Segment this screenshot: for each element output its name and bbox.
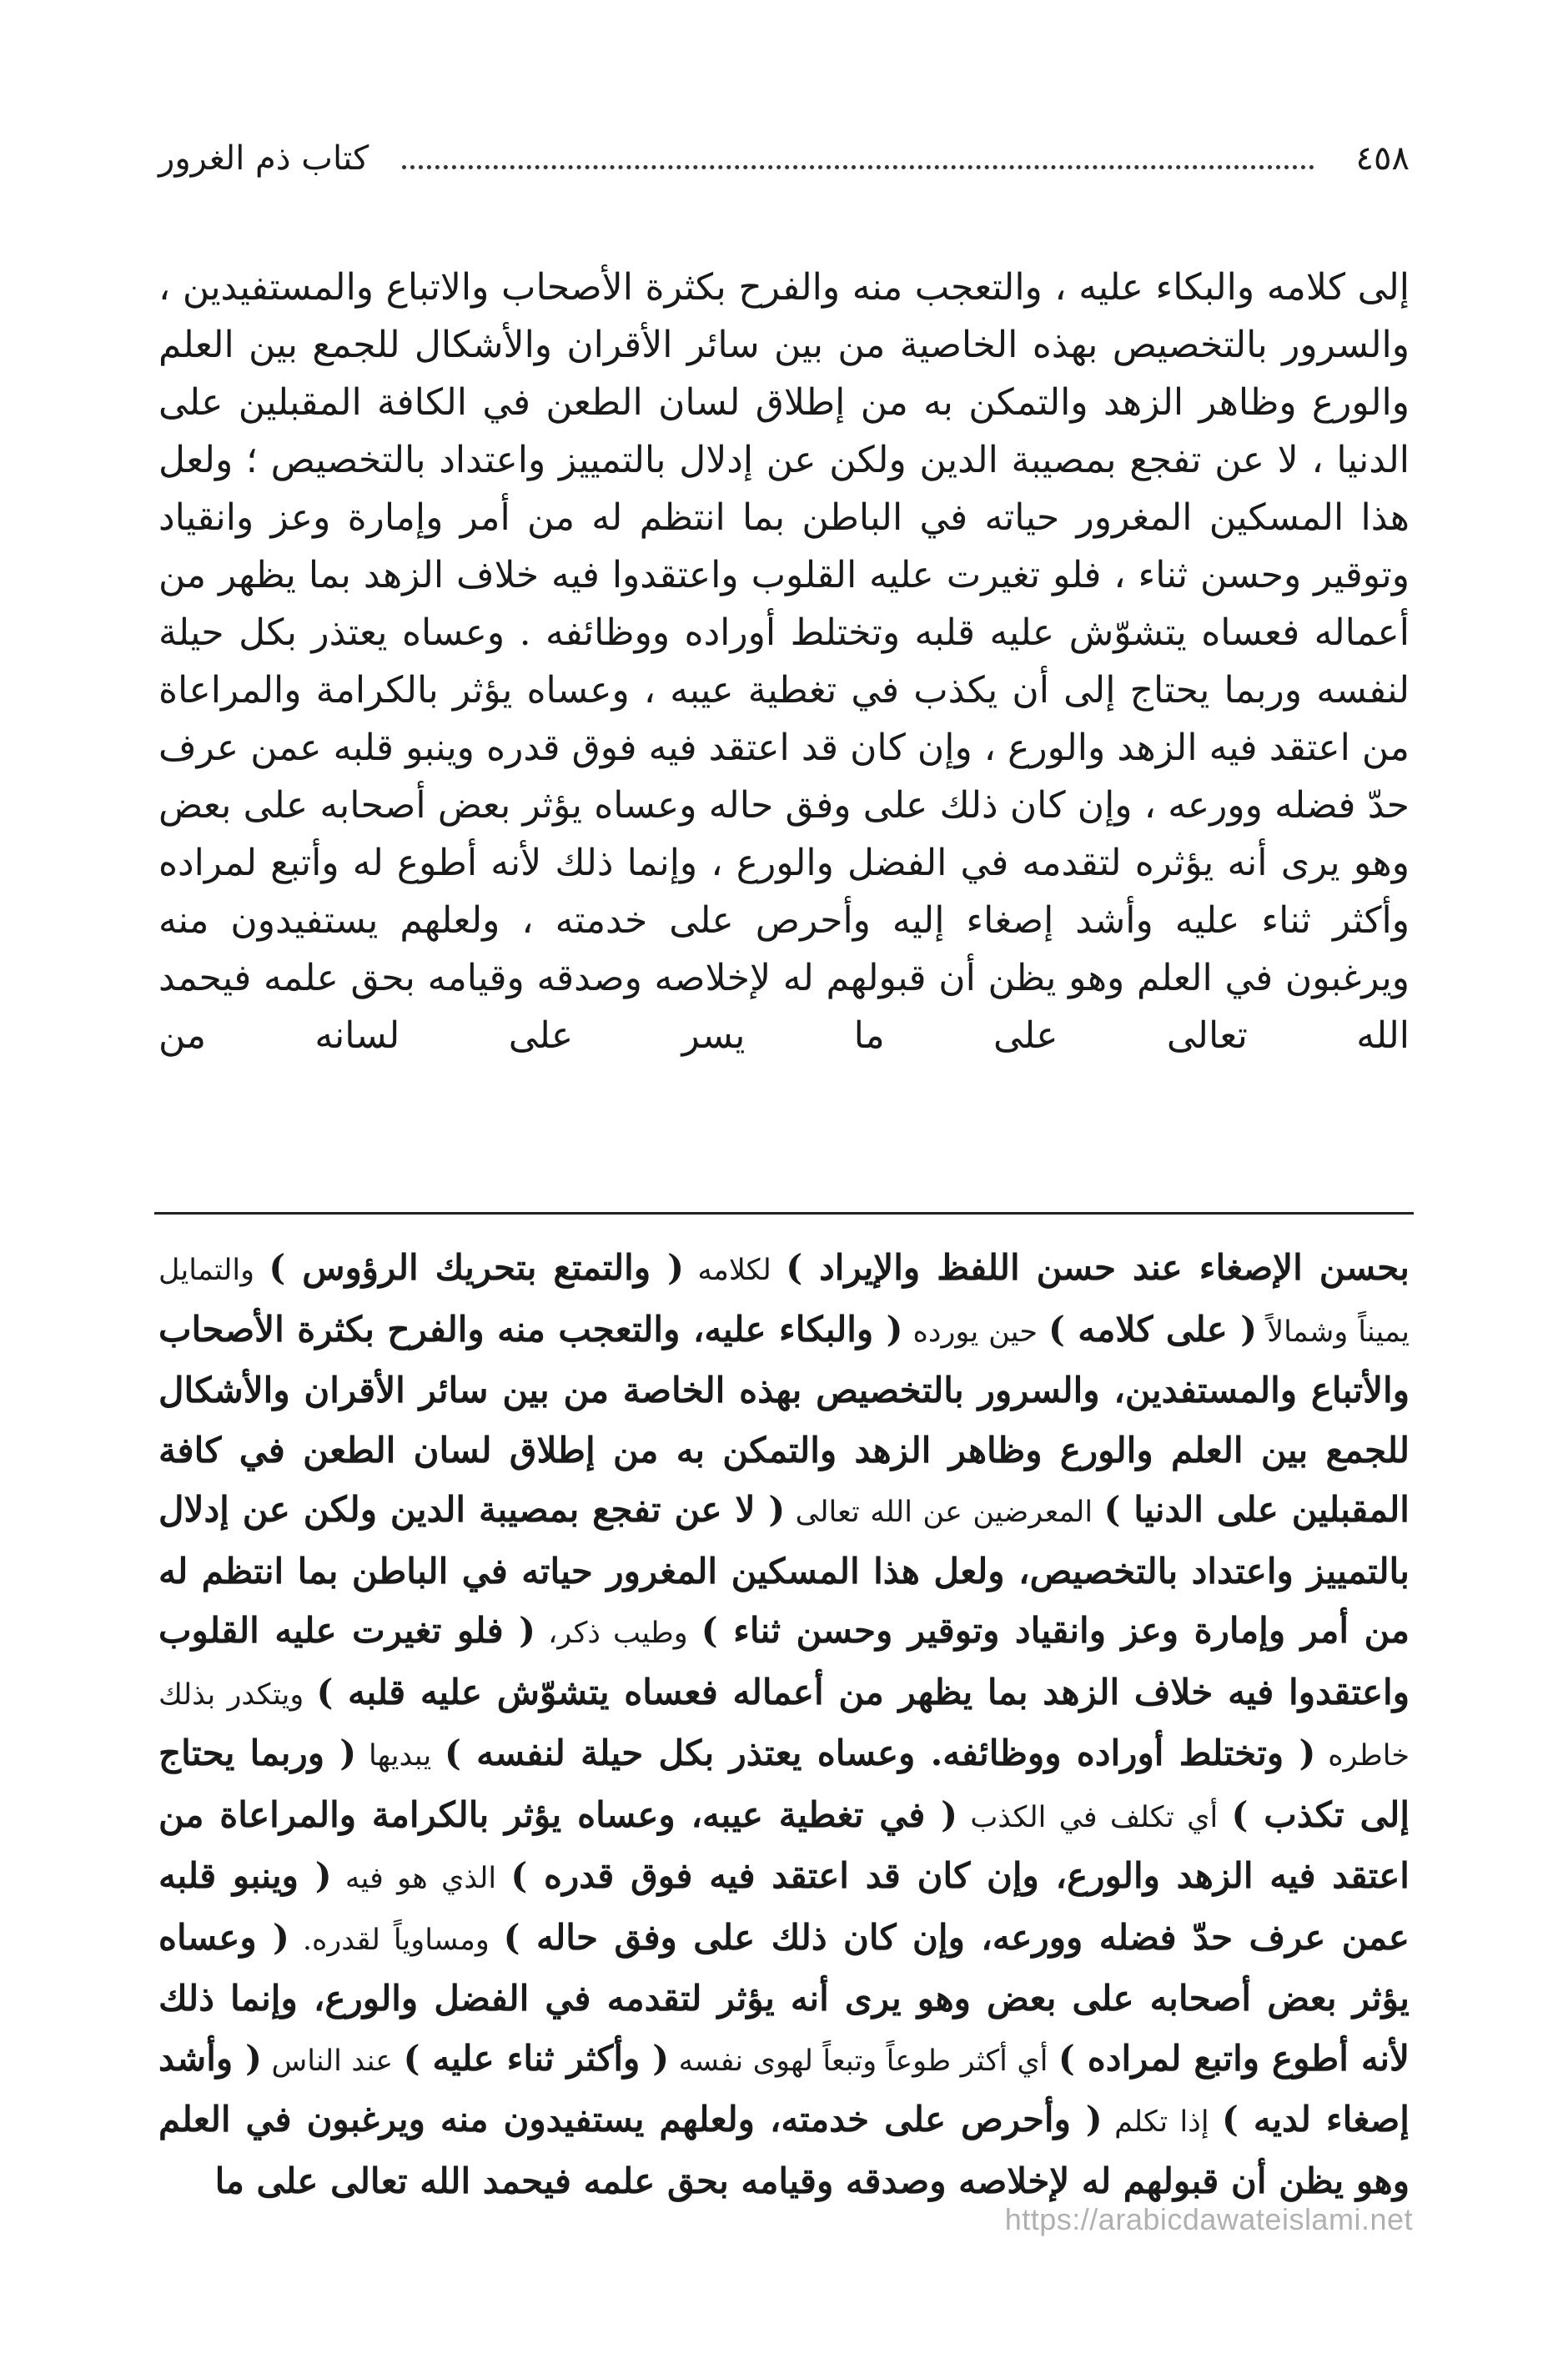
commentary-segment: ( فلو تغيرت عليه القلوب واعتقدوا فيه خلاف الزهد بما يظهر من أعماله فعساه يتشوّش عليه قلبه ) — [158, 1610, 1410, 1713]
commentary-segment: ( والبكاء عليه، والتعجب منه والفرح بكثرة الأصحاب والأتباع والمستفدين، والسرور بالتخصيص بهذه الخاصة من بين سائر الأقران والأشكال للجمع بين العلم والورع وظاهر الزهد والتمكن به من إطلاق لسان الطعن في كافة المقبلين على الدنيا ) — [158, 1308, 1410, 1530]
commentary-segment: ( في تغطية عيبه، وعساه يؤثر بالكرامة والمراعاة من اعتقد فيه الزهد والورع، وإن كان قد اعتقد فيه فوق قدره ) — [158, 1793, 1410, 1896]
commentary-segment: أي تكلف في الكذب — [957, 1800, 1219, 1834]
commentary-segment: ( وربما يحتاج إلى تكذب ) — [158, 1733, 1410, 1835]
commentary-segment: ( على كلامه ) — [1048, 1308, 1258, 1350]
commentary-segment: ( وتختلط أوراده ووظائفه. وعساه يعتذر بكل حيلة لنفسه ) — [444, 1733, 1316, 1773]
commentary — [158, 1239, 1410, 2213]
commentary-segment: إذا تكلم — [1102, 2105, 1209, 2139]
commentary-segment: ( وينبو قلبه عمن عرف حدّ فضله وورعه، وإن كان ذلك على وفق حاله ) — [158, 1855, 1410, 1958]
commentary-segment: ( وأشد إصغاء لديه ) — [158, 2037, 1410, 2140]
commentary-segment: ( وعساه يؤثر بعض أصحابه على بعض وهو يرى أنه يؤثر لتقدمه في الفضل والورع، وإنما ذلك لأنه أطوع واتبع لمراده ) — [158, 1916, 1410, 2079]
commentary-segment: لكلامه — [683, 1254, 771, 1287]
commentary-segment: ( والتمتع بتحريك الرؤوس ) — [269, 1247, 684, 1288]
commentary-segment: ( وأكثر ثناء عليه ) — [403, 2037, 670, 2079]
main-paragraph: إلى كلامه والبكاء عليه ، والتعجب منه والفرح بكثرة الأصحاب والاتباع والمستفيدين ، والسرور بالتخصيص بهذه الخاصية من بين سائر الأقران والأشكال للجمع بين العلم والورع وظاهر الزهد والتمكن به من إطلاق لسان الطعن في الكافة المقبلين على الدنيا ، لا عن تفجع بمصيبة الدين ولكن عن إدلال بالتمييز واعتداد بالتخصيص ؛ ولعل هذا المسكين المغرور حياته في الباطن بما انتظم له من أمر وإمارة وعز وانقياد وتوقير وحسن ثناء ، فلو تغيرت عليه القلوب واعتقدوا فيه خلاف الزهد بما يظهر من أعماله فعساه يتشوّش عليه قلبه وتختلط أوراده ووظائفه . وعساه يعتذر بكل حيلة لنفسه وربما يحتاج إلى أن يكذب في تغطية عيبه ، وعساه يؤثر بالكرامة والمراعاة من اعتقد فيه الزهد والورع ، وإن كان قد اعتقد فيه فوق قدره وينبو قلبه عمن عرف حدّ فضله وورعه ، وإن كان ذلك على وفق حاله وعساه يؤثر بعض أصحابه على بعض وهو يرى أنه يؤثره لتقدمه في الفضل والورع ، وإنما ذلك لأنه أطوع له وأتبع لمراده وأكثر ثناء عليه وأشد إصغاء إليه وأحرص على خدمته ، ولعلهم يستفيدون منه ويرغبون في العلم وهو يظن أن قبولهم له لإخلاصه وصدقه وقيامه بحق علمه فيحمد الله تعالى على ما يسر على لسانه من — [158, 266, 1410, 1057]
commentary-segment: المعرضين عن الله تعالى — [785, 1496, 1093, 1529]
commentary-segment: بحسن الإصغاء عند حسن اللفظ والإيراد ) — [786, 1247, 1410, 1288]
commentary-segment: حين يورده — [902, 1315, 1038, 1349]
commentary-segment: يبديها — [356, 1739, 432, 1773]
commentary-segment: والتمايل يميناً وشمالاً — [158, 1254, 1410, 1349]
page-number: ٤٥٨ — [1355, 139, 1410, 178]
header-dotted-leader — [402, 165, 1314, 169]
watermark-url: https://arabicdawateislami.net — [1004, 2202, 1413, 2236]
commentary-segment: الذي هو فيه — [331, 1862, 497, 1895]
page-header — [158, 125, 1410, 192]
commentary-segment: ( لا عن تفجع بمصيبة الدين ولكن عن إدلال بالتمييز واعتداد بالتخصيص، ولعل هذا المسكين المغرور حياته في الباطن بما انتظم له من أمر وإمارة وعز وانقياد وتوقير وحسن ثناء ) — [158, 1489, 1410, 1651]
commentary-segment: أي أكثر طوعاً وتبعاً لهوى نفسه — [669, 2044, 1048, 2078]
commentary-segment: ويتكدر بذلك خاطره — [158, 1677, 1410, 1773]
running-title: كتاب ذم الغرور — [158, 139, 369, 178]
main-text — [158, 259, 1410, 1064]
commentary-paragraph — [158, 1239, 1410, 2213]
commentary-segment: ومساوياً لقدره. — [289, 1923, 490, 1957]
footnote-divider — [154, 1212, 1414, 1215]
commentary-segment: وطيب ذكر، — [535, 1617, 688, 1650]
commentary-segment: ( وأحرص على خدمته، ولعلهم يستفيدون منه ويرغبون في العلم وهو يظن أن قبولهم له لإخلاصه وصدقه وقيامه بحق علمه فيحمد الله تعالى على ما — [158, 2099, 1410, 2201]
commentary-segment: عند الناس — [262, 2044, 394, 2078]
